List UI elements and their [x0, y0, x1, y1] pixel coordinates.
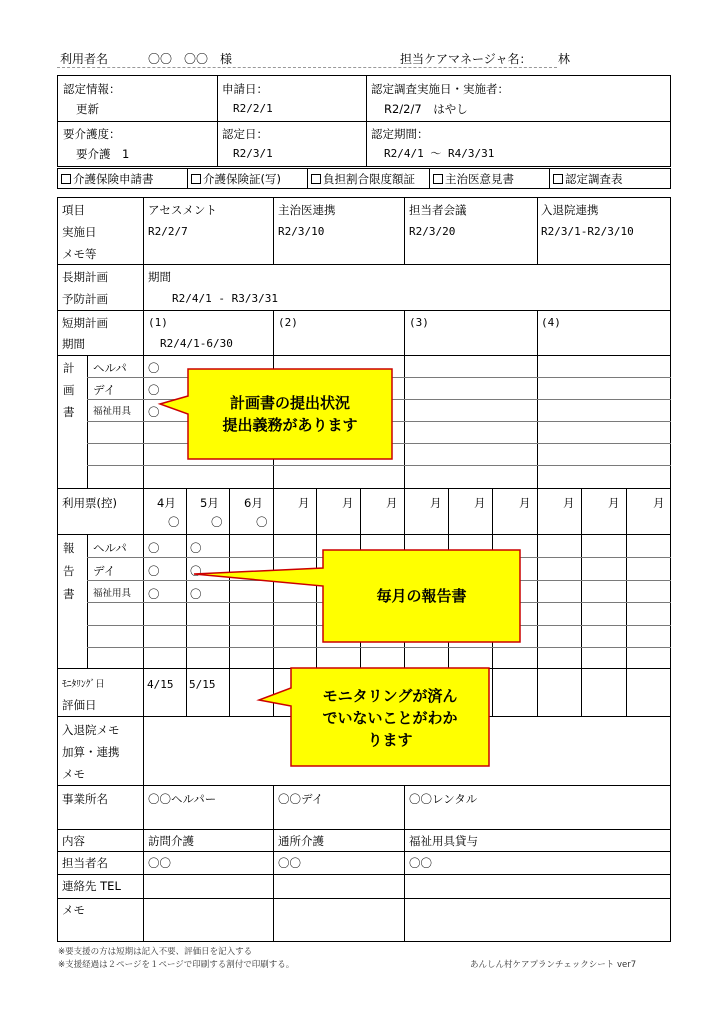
usage-month-blank: 月 — [298, 496, 310, 510]
manager-label: 担当ケアマネージャ名： — [400, 52, 532, 66]
report-mark: 〇 — [190, 587, 202, 601]
monitoring-label: ﾓﾆﾀﾘﾝｸﾞ日 — [62, 679, 105, 690]
content-rental: 福祉用具貸与 — [409, 834, 478, 848]
care-label: 要介護度： — [63, 127, 121, 141]
admission-link-date: R2/3/1-R2/3/10 — [541, 225, 634, 238]
usage-mark-6: 〇 — [256, 515, 268, 529]
usage-label: 利用票(控) — [62, 496, 117, 510]
footer-note-1: ※要支援の方は短期は記入不要、評価日を記入する — [58, 947, 253, 957]
assessment-date: R2/2/7 — [148, 225, 188, 238]
monitoring-date-1: 4/15 — [147, 678, 174, 691]
plan-service-helper: ヘルパ — [93, 361, 127, 375]
admission-memo-sub: メモ — [62, 767, 85, 781]
tel-label: 連絡先 TEL — [62, 879, 121, 893]
report-service-equipment: 福祉用具 — [93, 588, 132, 599]
prevent-plan-label: 予防計画 — [62, 292, 108, 306]
usage-month-blank: 月 — [519, 496, 531, 510]
check-survey-sheet-label: 認定調査表 — [565, 172, 623, 186]
checkbox-icon — [553, 174, 563, 184]
check-doctor-opinion-label: 主治医意見書 — [445, 172, 514, 186]
survey-label: 認定調査実施日・実施者： — [371, 82, 509, 96]
short-period-1: R2/4/1-6/30 — [160, 337, 233, 350]
memo-label: メモ — [62, 903, 85, 917]
manager-name: 林 — [558, 52, 571, 66]
office-name-helper: 〇〇ヘルパー — [148, 792, 217, 806]
usage-month-blank: 月 — [608, 496, 620, 510]
checkbox-icon — [433, 174, 443, 184]
short-period-label: 期間 — [62, 337, 85, 351]
admission-memo-label: 入退院メモ — [62, 723, 120, 737]
report-side-2: 告 — [63, 564, 75, 578]
usage-month-4: 4月 — [157, 496, 176, 510]
report-side-1: 報 — [63, 541, 75, 555]
monitor-callout-line3: ります — [367, 731, 413, 749]
plan-mark-equipment: 〇 — [148, 405, 160, 419]
monitor-callout-line1: モニタリングが済ん — [322, 687, 458, 705]
apply-label: 申請日： — [222, 82, 268, 96]
report-mark: 〇 — [190, 541, 202, 555]
checkbox-icon — [61, 174, 71, 184]
check-survey-sheet[interactable] — [553, 172, 623, 186]
usage-month-blank: 月 — [563, 496, 575, 510]
short-col-1: (1) — [148, 316, 168, 329]
usage-month-blank: 月 — [386, 496, 398, 510]
footer-note-2: ※支援経過は２ページを１ページで印刷する割付で印刷する。 — [58, 960, 295, 970]
office-name-rental: 〇〇レンタル — [409, 792, 478, 806]
report-mark: 〇 — [148, 587, 160, 601]
plan-side-1: 計 — [63, 361, 75, 375]
checkbox-icon — [311, 174, 321, 184]
person-helper: 〇〇 — [148, 856, 171, 870]
content-label: 内容 — [62, 834, 85, 848]
plan-side-2: 画 — [63, 383, 75, 397]
meeting-title: 担当者会議 — [409, 203, 467, 217]
evaluation-label: 評価日 — [62, 698, 97, 712]
short-col-3: (3) — [409, 316, 429, 329]
addition-link-label: 加算・連携 — [62, 745, 120, 759]
apply-value: R2/2/1 — [233, 102, 273, 115]
plan-callout — [188, 369, 392, 459]
doctor-link-title: 主治医連携 — [278, 203, 336, 217]
report-service-helper: ヘルパ — [93, 541, 127, 555]
person-rental: 〇〇 — [409, 856, 432, 870]
cert-info-label: 認定情報： — [63, 82, 121, 96]
survey-value: R2/2/7 はやし — [384, 102, 468, 116]
cert-info-value: 更新 — [76, 102, 99, 116]
long-plan-label: 長期計画 — [62, 270, 108, 284]
plan-mark-helper: 〇 — [148, 361, 160, 375]
care-value: 要介護 1 — [76, 147, 130, 161]
plan-side-3: 書 — [63, 405, 75, 419]
short-col-4: (4) — [541, 316, 561, 329]
short-plan-label: 短期計画 — [62, 316, 108, 330]
check-application-label: 介護保険申請書 — [73, 172, 154, 186]
certdate-value: R2/3/1 — [233, 147, 273, 160]
footer-version: あんしん村ケアプランチェックシート ver7 — [470, 960, 637, 970]
report-callout-text: 毎月の報告書 — [376, 587, 467, 605]
usage-month-blank: 月 — [474, 496, 486, 510]
report-mark: 〇 — [190, 564, 202, 578]
items-date-label: 実施日 — [62, 225, 97, 239]
usage-month-blank: 月 — [430, 496, 442, 510]
items-memo-label: メモ等 — [62, 247, 97, 261]
usage-month-6: 6月 — [244, 496, 263, 510]
check-doctor-opinion[interactable] — [433, 172, 514, 186]
plan-service-equipment: 福祉用具 — [93, 406, 132, 417]
plan-callout-line2: 提出義務があります — [222, 416, 358, 434]
admission-link-title: 入退院連携 — [541, 203, 599, 217]
user-name: 〇〇 〇〇 様 — [148, 52, 233, 66]
checkbox-icon — [191, 174, 201, 184]
content-helper: 訪問介護 — [148, 834, 194, 848]
check-insurance-card[interactable] — [191, 172, 281, 186]
usage-month-blank: 月 — [342, 496, 354, 510]
plan-service-day: デイ — [93, 383, 116, 397]
long-period-value: R2/4/1 - R3/3/31 — [172, 292, 278, 305]
content-day: 通所介護 — [278, 834, 324, 848]
monitor-callout-line2: でいないことがわか — [322, 709, 458, 727]
user-label: 利用者名 — [60, 52, 109, 66]
plan-callout-line1: 計画書の提出状況 — [229, 394, 350, 412]
usage-mark-4: 〇 — [168, 515, 180, 529]
check-burden-cert[interactable] — [311, 172, 415, 186]
office-name-day: 〇〇デイ — [278, 792, 324, 806]
assessment-title: アセスメント — [148, 203, 217, 217]
report-side-3: 書 — [63, 587, 75, 601]
usage-month-5: 5月 — [200, 496, 219, 510]
period-value: R2/4/1 〜 R4/3/31 — [384, 147, 495, 160]
usage-mark-5: 〇 — [211, 515, 223, 529]
report-service-day: デイ — [93, 564, 116, 578]
check-burden-cert-label: 負担割合限度額証 — [323, 172, 415, 186]
person-day: 〇〇 — [278, 856, 301, 870]
long-period-label: 期間 — [148, 270, 171, 284]
person-label: 担当者名 — [62, 856, 108, 870]
monitoring-date-2: 5/15 — [189, 678, 216, 691]
report-callout — [323, 550, 520, 642]
report-mark: 〇 — [148, 541, 160, 555]
office-label: 事業所名 — [62, 792, 108, 806]
doctor-link-date: R2/3/10 — [278, 225, 325, 238]
period-label: 認定期間： — [371, 127, 429, 141]
plan-mark-day: 〇 — [148, 383, 160, 397]
short-col-2: (2) — [278, 316, 298, 329]
monitor-callout — [291, 670, 489, 766]
check-application[interactable] — [61, 172, 154, 186]
check-insurance-card-label: 介護保険証(写) — [203, 172, 281, 186]
certdate-label: 認定日： — [222, 127, 268, 141]
report-mark: 〇 — [148, 564, 160, 578]
meeting-date: R2/3/20 — [409, 225, 456, 238]
usage-month-blank: 月 — [653, 496, 665, 510]
items-label: 項目 — [62, 203, 85, 217]
